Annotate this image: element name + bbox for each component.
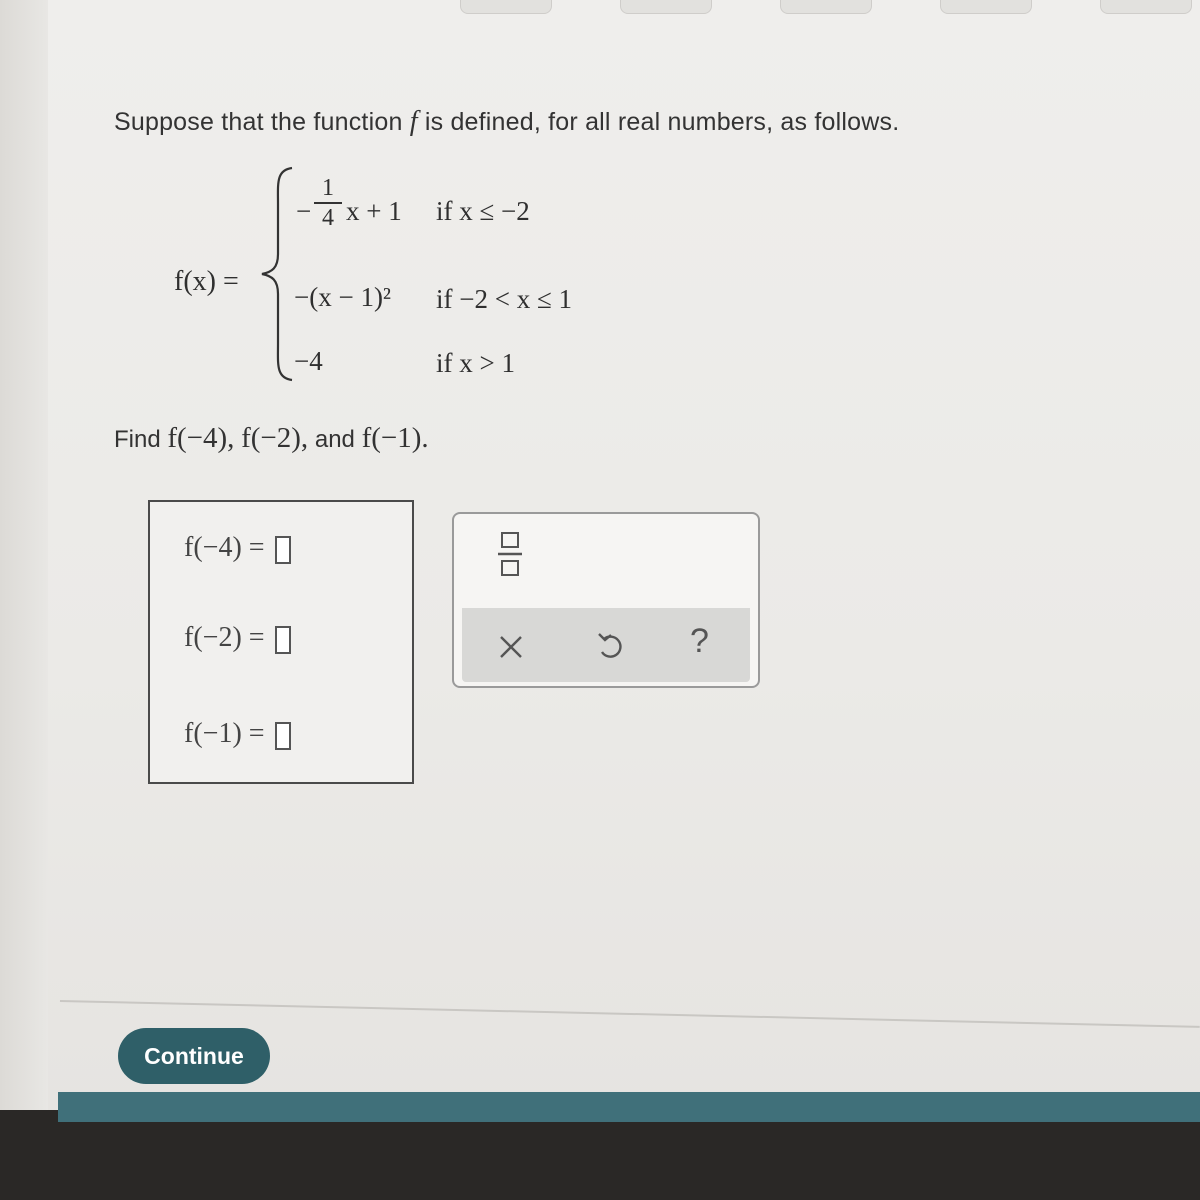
question-item: f(−4), bbox=[167, 422, 235, 454]
fraction-denominator: 4 bbox=[322, 205, 334, 231]
case-3-condition: if x > 1 bbox=[436, 348, 515, 378]
case-3-expression: −4 bbox=[294, 346, 323, 376]
question-text bbox=[114, 422, 429, 455]
answer-input-f-neg1[interactable] bbox=[275, 722, 291, 750]
top-tab-strip bbox=[0, 0, 1200, 14]
math-keypad bbox=[452, 512, 760, 688]
fraction-numerator: 1 bbox=[322, 175, 334, 201]
prompt-function-name: f bbox=[409, 106, 418, 137]
case-2-condition: if −2 < x ≤ 1 bbox=[436, 284, 573, 314]
problem-prompt bbox=[114, 106, 899, 138]
help-icon[interactable]: ? bbox=[690, 622, 709, 660]
undo-icon[interactable] bbox=[596, 630, 626, 664]
answer-label: f(−2) = bbox=[184, 622, 265, 653]
answer-row bbox=[184, 532, 291, 564]
case-1-condition: if x ≤ −2 bbox=[436, 196, 530, 226]
footer-bar bbox=[58, 1092, 1200, 1122]
answer-row bbox=[184, 718, 291, 750]
answer-row bbox=[184, 622, 291, 654]
answer-input-f-neg2[interactable] bbox=[275, 626, 291, 654]
answer-label: f(−4) = bbox=[184, 532, 265, 563]
top-tab[interactable] bbox=[460, 0, 552, 14]
question-and: and bbox=[314, 426, 355, 453]
case-1-expression: x + 1 bbox=[346, 196, 402, 226]
question-lead: Find bbox=[114, 426, 161, 453]
footer-divider bbox=[60, 1000, 1200, 1028]
fraction-bar bbox=[314, 202, 342, 204]
top-tab[interactable] bbox=[940, 0, 1032, 14]
answer-label: f(−1) = bbox=[184, 718, 265, 749]
top-tab[interactable] bbox=[620, 0, 712, 14]
left-margin bbox=[0, 0, 48, 1110]
fraction-icon[interactable] bbox=[498, 530, 522, 580]
question-item: f(−2), bbox=[241, 422, 309, 454]
keypad-tool-row bbox=[462, 608, 750, 682]
prompt-text-after: is defined, for all real numbers, as follows. bbox=[424, 108, 900, 136]
top-tab[interactable] bbox=[780, 0, 872, 14]
prompt-text-before: Suppose that the function bbox=[114, 108, 403, 136]
top-tab[interactable] bbox=[1100, 0, 1192, 14]
case-1-sign: − bbox=[296, 196, 312, 226]
case-2-expression: −(x − 1)² bbox=[294, 282, 392, 312]
answer-panel bbox=[148, 500, 414, 784]
function-lhs: f(x) = bbox=[174, 266, 239, 297]
answer-input-f-neg4[interactable] bbox=[275, 536, 291, 564]
left-brace-icon bbox=[258, 164, 298, 384]
close-icon[interactable] bbox=[498, 634, 524, 660]
continue-button[interactable]: Continue bbox=[118, 1028, 270, 1084]
case-1-fraction bbox=[314, 176, 342, 230]
question-item: f(−1). bbox=[361, 422, 429, 454]
